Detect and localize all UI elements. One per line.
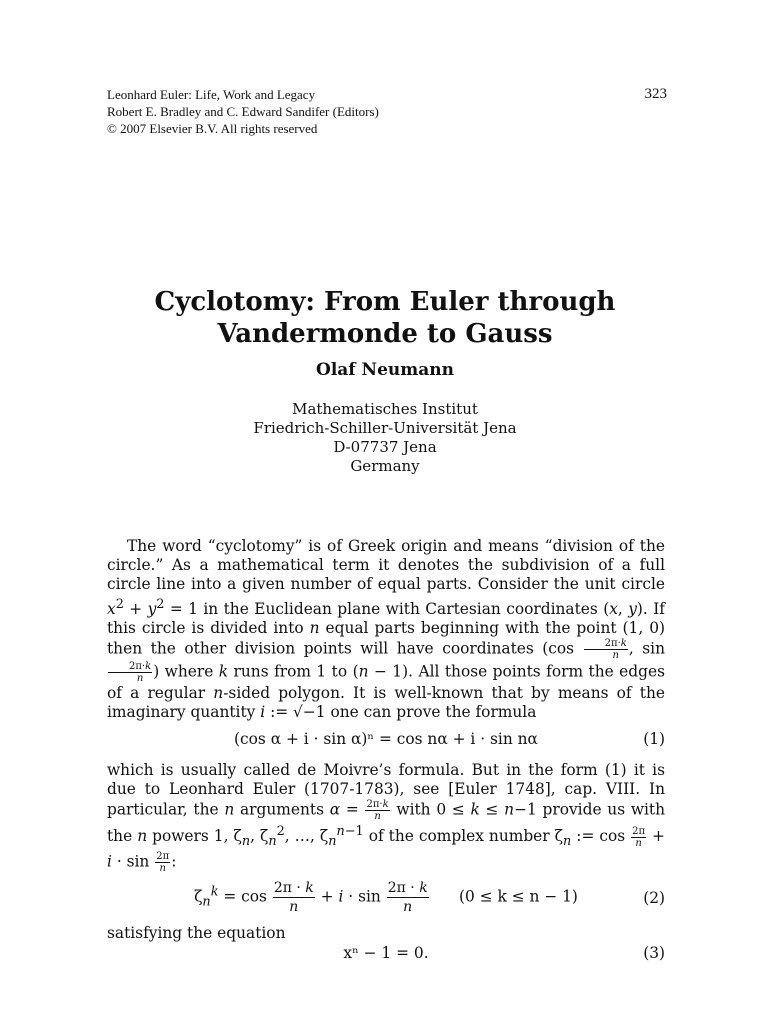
equation-3 <box>107 944 665 966</box>
equation-2-range: (0 ≤ k ≤ n − 1) <box>459 887 578 906</box>
equation-2-expression: $\zeta_n^k = \cos$ $\frac{2\pi \cdot k}{n}$ + i · sin $\frac{2\pi \cdot k}{n}$ (0 ≤ k ≤ n − 1) <box>194 880 578 916</box>
paragraph-moivre: which is usually called de Moivre’s formula. But in the form (1) it is due to Leonhard Euler (1707-1783), see [Euler 1748], cap. VIII. In particular, the n arguments α = $\frac{2\pi\cdot k}{n}$ with 0 ≤ k ≤ n−1 provide us with the n powers 1, $\zeta_n$, $\zeta_n^2$, …, $\zeta_n^{n-1}$ of the complex number $\zeta_n$ := cos $\frac{2\pi}{n}$ + i · sin $\frac{2\pi}{n}$ : <box>107 760 666 875</box>
equation-3-number: (3) <box>643 943 665 962</box>
body-text <box>107 537 665 969</box>
book-editors: Robert E. Bradley and C. Edward Sandifer (Editors) <box>107 104 379 119</box>
running-header <box>107 86 667 137</box>
equation-1 <box>107 726 665 758</box>
title-line-1: Cyclotomy: From Euler through <box>154 287 616 317</box>
affiliation <box>107 400 663 476</box>
affiliation-line-1: Mathematisches Institut <box>292 400 478 418</box>
equation-2 <box>107 877 665 921</box>
affiliation-line-2: Friedrich-Schiller-Universität Jena <box>253 419 517 437</box>
affiliation-line-3: D-07737 Jena <box>333 438 437 456</box>
equation-2-number: (2) <box>643 889 665 908</box>
book-title: Leonhard Euler: Life, Work and Legacy <box>107 87 316 102</box>
satisfying-text: satisfying the equation <box>107 924 286 943</box>
equation-1-number: (1) <box>643 729 665 748</box>
author-name: Olaf Neumann <box>316 360 454 380</box>
affiliation-line-4: Germany <box>350 457 420 475</box>
equation-3-expression: xⁿ − 1 = 0. <box>343 943 429 962</box>
page-number: 323 <box>644 86 667 102</box>
paragraph-intro: The word “cyclotomy” is of Greek origin and means “division of the circle.” As a mathematical term it denotes the subdivision of a full circle line into a given number of equal parts. Consider the unit circle $x^2 + y^2 = 1$ in the Euclidean plane with Cartesian coordinates (x, y). If this circle is divided into n equal parts beginning with the point (1, 0) then the other division points will have coordinates (cos $\frac{2\pi\cdot k}{n}$ , sin $\frac{2\pi\cdot k}{n}$ ) where k runs from 1 to (n − 1). All those points form the edges of a regular n-sided polygon. It is well-known that by means of the imaginary quantity i := √−1 one can prove the formula <box>107 537 665 722</box>
paper-title <box>107 286 663 350</box>
copyright: © 2007 Elsevier B.V. All rights reserved <box>107 121 318 136</box>
equation-1-expression: (cos α + i · sin α)ⁿ = cos nα + i · sin nα <box>234 729 538 748</box>
title-line-2: Vandermonde to Gauss <box>217 319 553 349</box>
